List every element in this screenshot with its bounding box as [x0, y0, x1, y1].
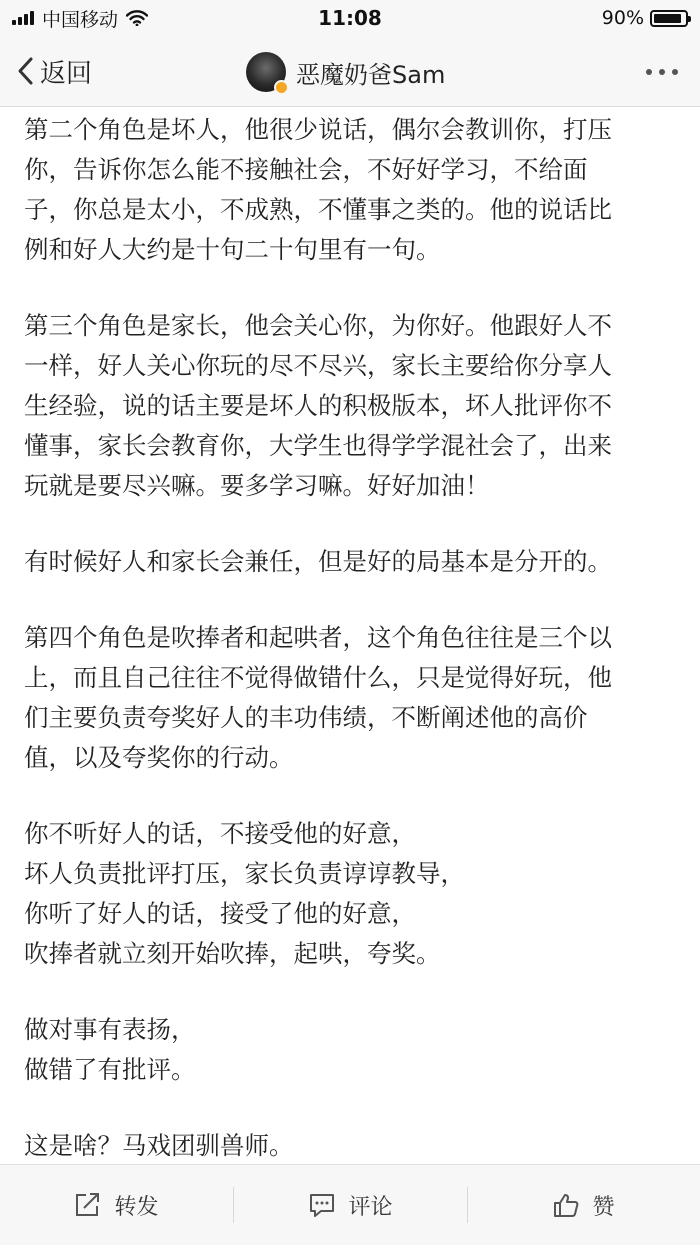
paragraph [24, 814, 684, 974]
page-title: 恶魔奶爸Sam [296, 60, 446, 89]
text-line: 第四个角色是吹捧者和起哄者，这个角色往往是三个以 [24, 623, 612, 652]
back-button[interactable] [16, 53, 92, 89]
more-dots-icon [659, 69, 665, 75]
back-label: 返回 [40, 58, 93, 89]
battery-icon [650, 10, 688, 27]
text-line: 第二个角色是坏人，他很少说话，偶尔会教训你，打压 [24, 115, 612, 144]
text-line: 们主要负责夸奖好人的丰功伟绩，不断阐述他的高价 [24, 703, 588, 732]
text-line: 你听了好人的话，接受了他的好意， [24, 899, 416, 928]
text-line: 上，而且自己往往不觉得做错什么，只是觉得好玩，他 [24, 663, 612, 692]
text-line: 做对事有表扬， [24, 1015, 196, 1044]
verified-badge-icon [274, 80, 289, 95]
share-out-icon [74, 1192, 102, 1218]
more-dots-icon [646, 69, 652, 75]
like-label: 赞 [592, 1194, 615, 1220]
like-button[interactable] [467, 1165, 700, 1245]
paragraph [24, 306, 684, 506]
chevron-left-icon [16, 56, 34, 86]
thumbs-up-icon [552, 1192, 580, 1218]
text-line: 生经验，说的话主要是坏人的积极版本，坏人批评你不 [24, 391, 612, 420]
text-line: 做错了有批评。 [24, 1055, 196, 1084]
text-line: 吹捧者就立刻开始吹捧，起哄，夸奖。 [24, 939, 441, 968]
more-dots-icon [672, 69, 678, 75]
text-line: 子，你总是太小，不成熟，不懂事之类的。他的说话比 [24, 195, 612, 224]
battery-cap [688, 16, 691, 22]
comment-bubble-icon [308, 1192, 336, 1218]
battery-percent: 90% [601, 7, 644, 29]
text-line: 例和好人大约是十句二十句里有一句。 [24, 235, 441, 264]
action-bar [0, 1164, 700, 1245]
comment-button[interactable] [234, 1165, 467, 1245]
text-line: 坏人负责批评打压，家长负责谆谆教导， [24, 859, 465, 888]
text-line: 有时候好人和家长会兼任，但是好的局基本是分开的。 [24, 547, 612, 576]
paragraph [24, 1126, 684, 1166]
text-line: 值，以及夸奖你的行动。 [24, 743, 294, 772]
text-line: 你，告诉你怎么能不接触社会，不好好学习，不给面 [24, 155, 588, 184]
repost-button[interactable] [0, 1165, 233, 1245]
more-button[interactable] [646, 69, 678, 75]
paragraph [24, 110, 684, 270]
comment-label: 评论 [348, 1194, 393, 1220]
post-body [24, 110, 684, 1202]
nav-user[interactable] [246, 50, 445, 94]
paragraph [24, 1010, 684, 1090]
status-bar [0, 0, 700, 36]
text-line: 你不听好人的话，不接受他的好意， [24, 819, 416, 848]
avatar[interactable] [246, 52, 286, 92]
status-right [602, 6, 688, 30]
carrier-name: 中国移动 [42, 8, 119, 31]
status-time: 11:08 [318, 6, 382, 30]
text-line: 懂事，家长会教育你，大学生也得学学混社会了，出来 [24, 431, 612, 460]
paragraph [24, 542, 684, 582]
text-line: 一样，好人关心你玩的尽不尽兴，家长主要给你分享人 [24, 351, 612, 380]
repost-label: 转发 [114, 1194, 159, 1220]
nav-bar [0, 36, 700, 107]
paragraph [24, 618, 684, 778]
text-line: 这是啥？马戏团驯兽师。 [24, 1131, 294, 1160]
text-line: 第三个角色是家长，他会关心你，为你好。他跟好人不 [24, 311, 612, 340]
text-line: 玩就是要尽兴嘛。要多学习嘛。好好加油！ [24, 471, 490, 500]
battery-fill [654, 14, 681, 23]
